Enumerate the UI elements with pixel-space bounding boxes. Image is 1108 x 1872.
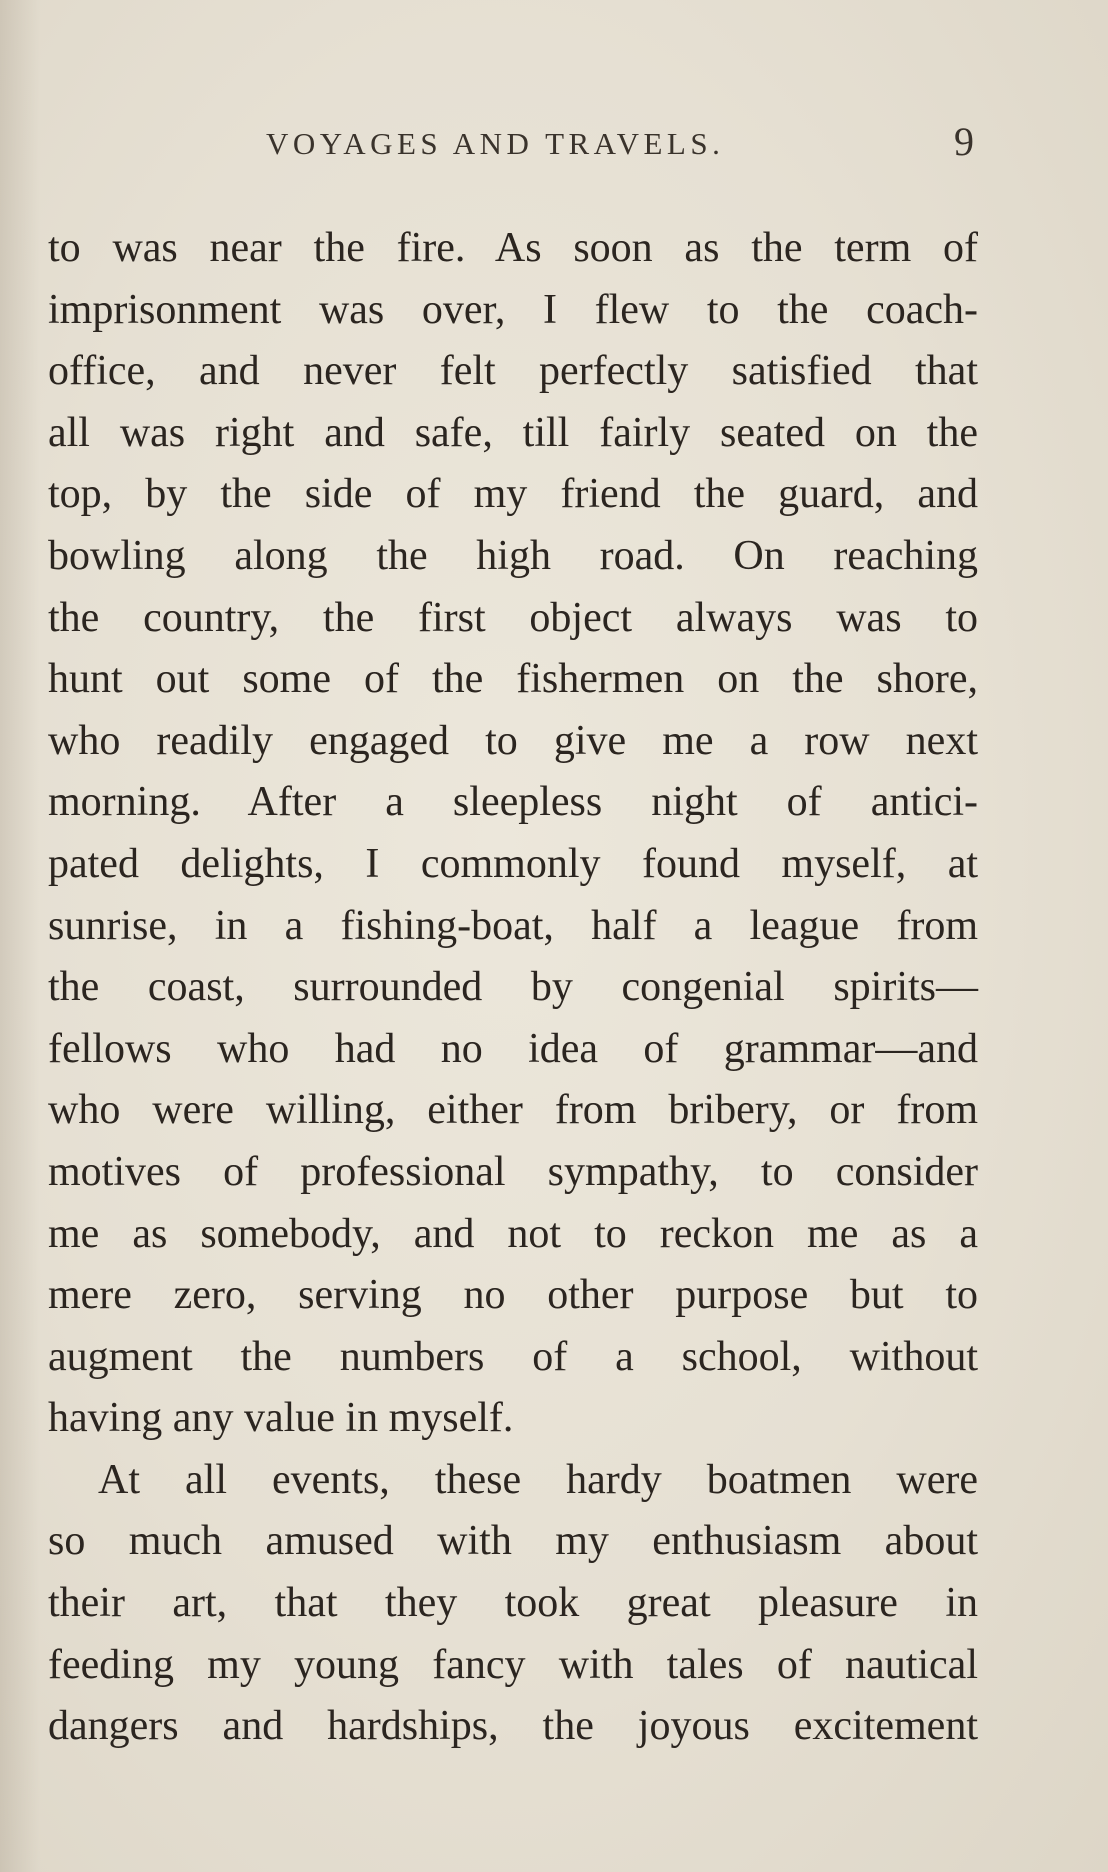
text-line: mere zero, serving no other purpose but to	[48, 1272, 978, 1319]
text-line: their art, that they took great pleasure in	[48, 1580, 978, 1627]
text-line: so much amused with my enthusiasm about	[48, 1518, 978, 1565]
text-line: bowling along the high road. On reaching	[48, 532, 978, 579]
text-line: imprisonment was over, I flew to the coach-	[48, 286, 978, 333]
text-line: At all events, these hardy boatmen were	[98, 1456, 978, 1503]
text-line: office, and never felt perfectly satisfied that	[48, 348, 978, 395]
text-line: top, by the side of my friend the guard, and	[48, 471, 978, 518]
text-line: me as somebody, and not to reckon me as a	[48, 1210, 978, 1257]
text-line: dangers and hardships, the joyous excitement	[48, 1703, 978, 1750]
text-line: motives of professional sympathy, to consider	[48, 1148, 978, 1195]
text-line: fellows who had no idea of grammar—and	[48, 1025, 978, 1072]
text-line: who readily engaged to give me a row next	[48, 717, 978, 764]
body-text	[48, 218, 978, 1758]
text-line: augment the numbers of a school, without	[48, 1333, 978, 1380]
running-header: VOYAGES AND TRAVELS.	[266, 126, 725, 161]
text-line: sunrise, in a fishing-boat, half a league from	[48, 902, 978, 949]
text-line: to was near the fire. As soon as the term of	[48, 225, 978, 271]
text-line: hunt out some of the fishermen on the shore,	[48, 656, 978, 703]
text-line: all was right and safe, till fairly seated on the	[48, 409, 978, 456]
page-number: 9	[954, 119, 974, 164]
text-line: pated delights, I commonly found myself, at	[48, 840, 978, 887]
text-line: the country, the first object always was to	[48, 594, 978, 641]
text-line: feeding my young fancy with tales of nautical	[48, 1641, 978, 1688]
text-line: the coast, surrounded by congenial spirits—	[48, 964, 978, 1011]
text-line: morning. After a sleepless night of antici-	[48, 779, 978, 826]
page-edge-shadow	[0, 0, 40, 1872]
text-line: who were willing, either from bribery, or from	[48, 1087, 978, 1134]
text-line: having any value in myself.	[48, 1395, 514, 1442]
